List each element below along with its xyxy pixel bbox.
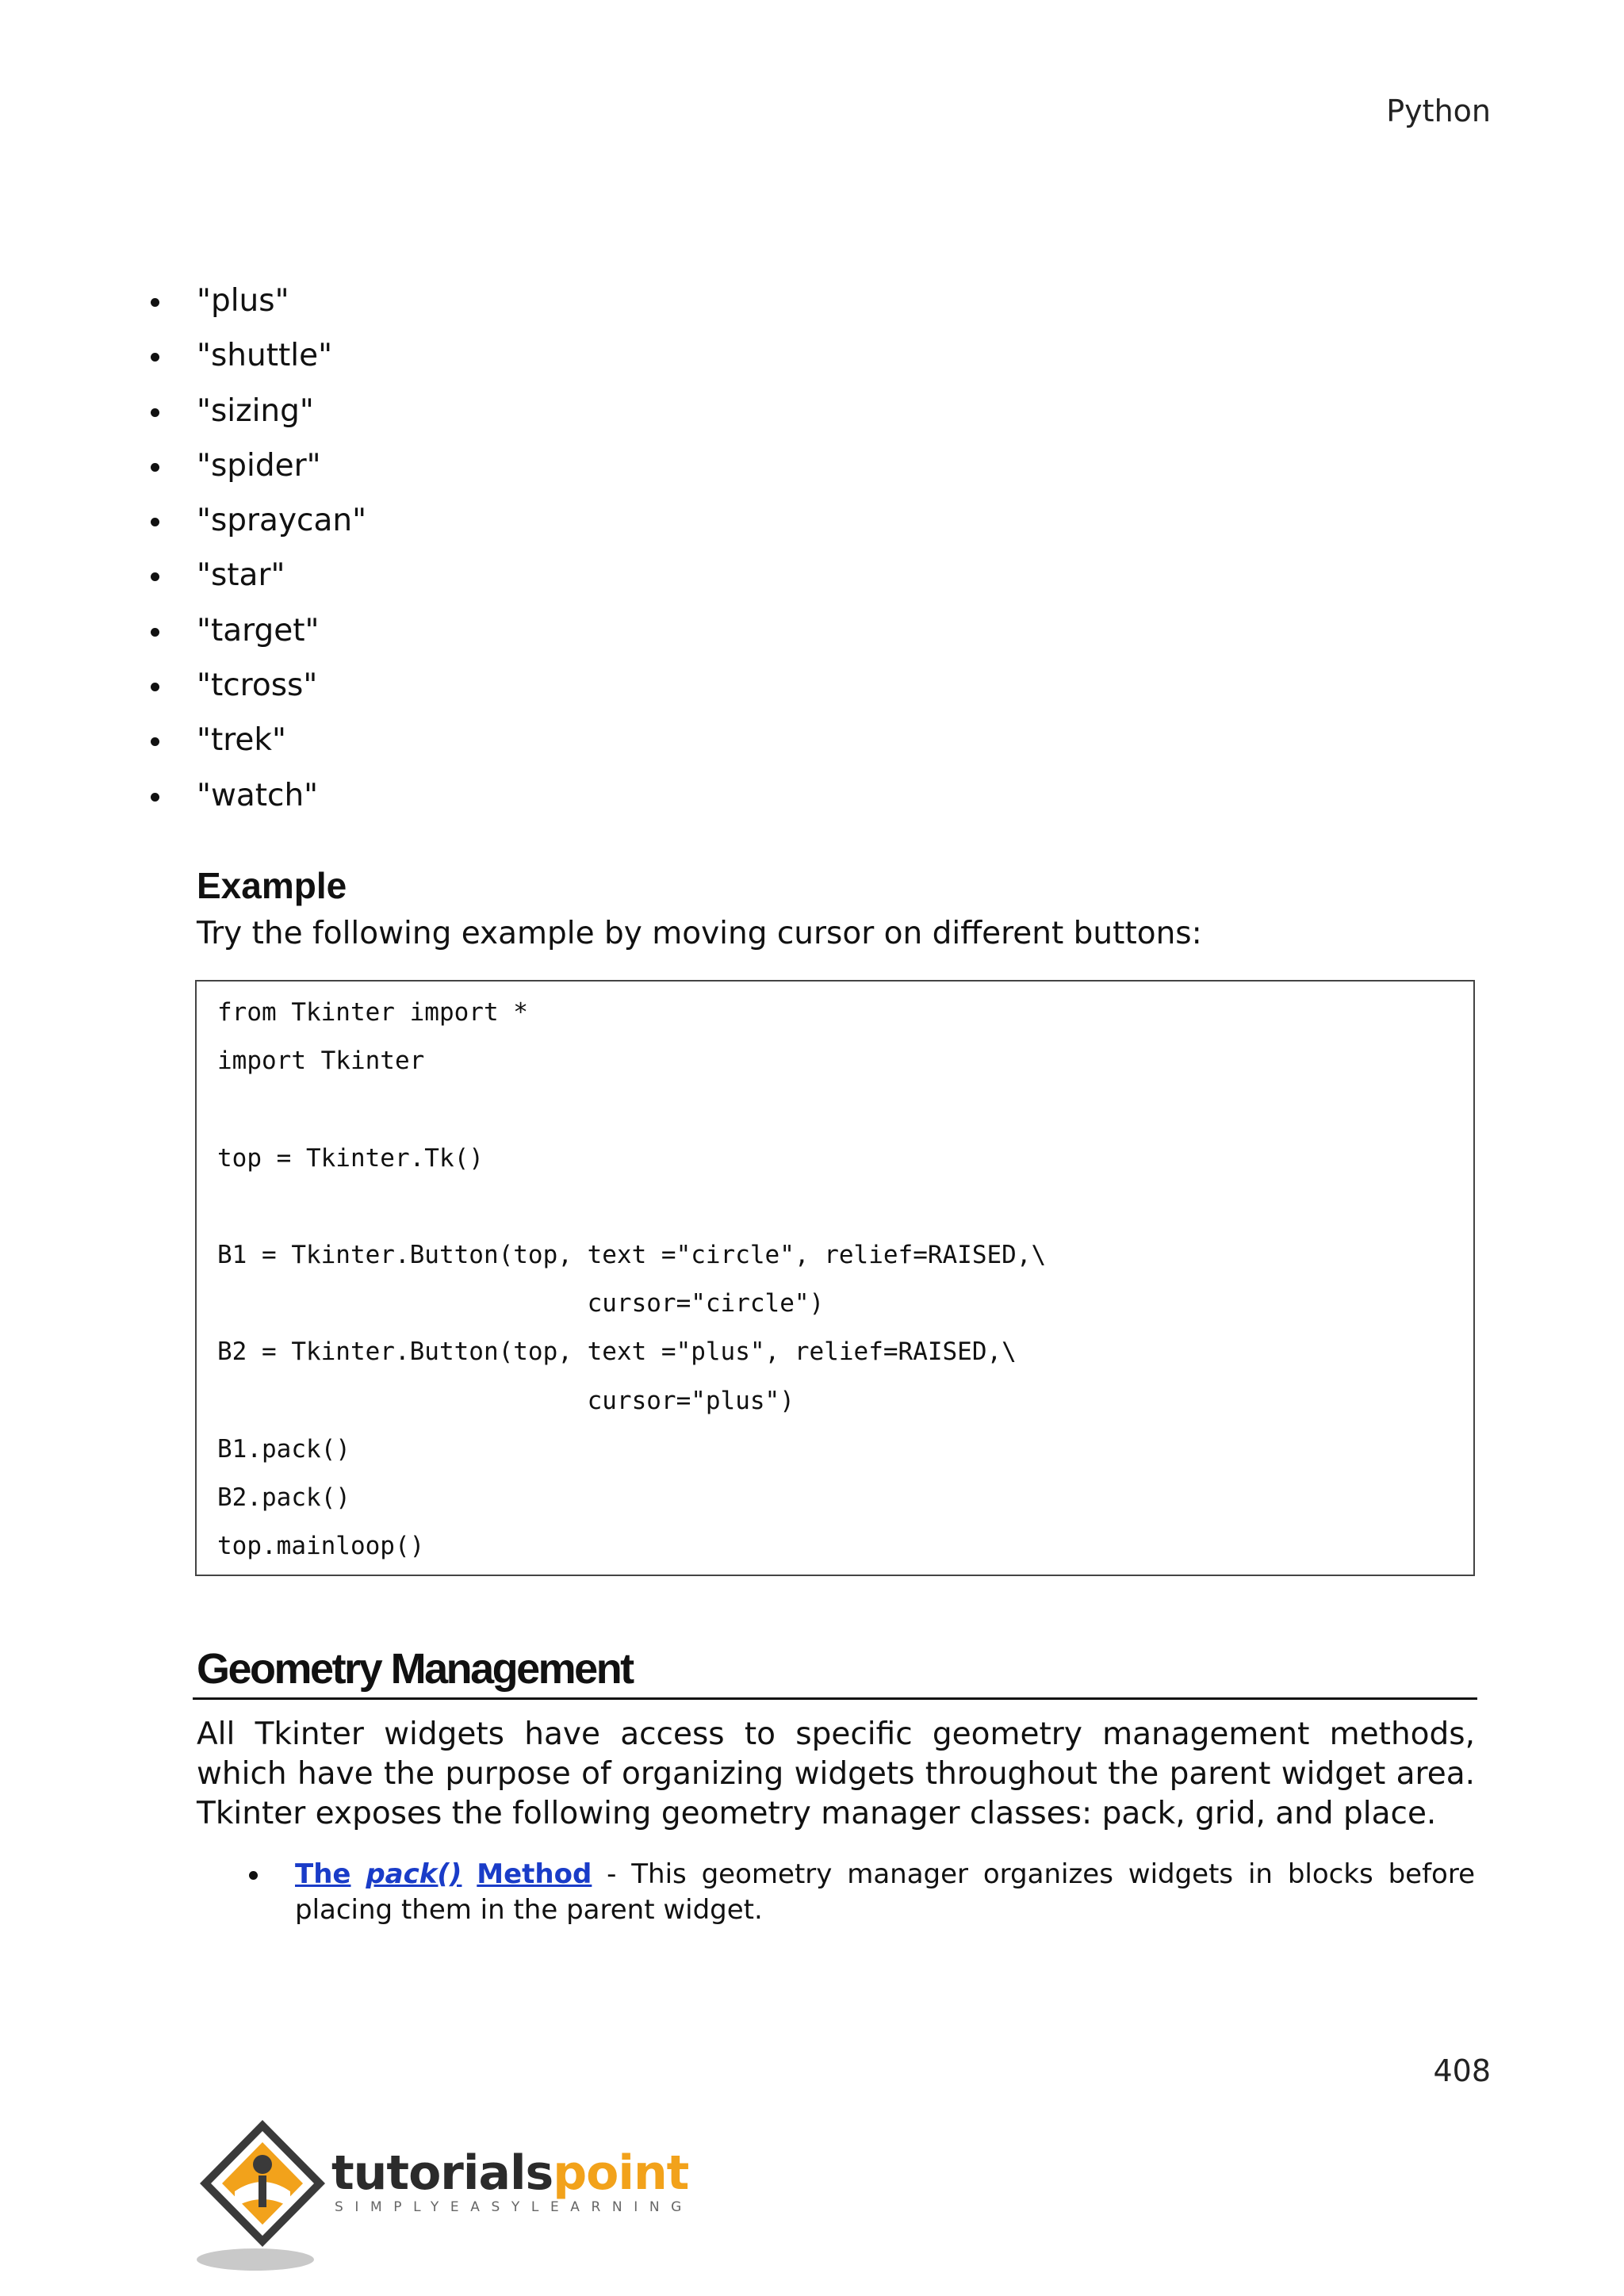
example-heading: Example xyxy=(197,865,347,906)
code-line: B2.pack() xyxy=(217,1483,350,1512)
running-header: Python xyxy=(1386,94,1491,128)
section-paragraph: All Tkinter widgets have access to specific geometry management methods, which have the purpose of organizing widgets throughout the parent widget area. Tkinter exposes the following geometry manager classes: pack, grid, and place. xyxy=(197,1716,1475,1831)
list-item: "shuttle" xyxy=(98,336,366,391)
logo-wordmark: tutorialspoint xyxy=(331,2145,689,2201)
code-line: top = Tkinter.Tk() xyxy=(217,1143,484,1173)
list-item: "spraycan" xyxy=(98,501,366,556)
code-line xyxy=(217,1092,1473,1140)
list-item: "plus" xyxy=(98,281,366,336)
page-number: 408 xyxy=(1433,2053,1491,2088)
list-item: "star" xyxy=(98,556,366,610)
code-line: import Tkinter xyxy=(217,1047,425,1076)
list-item: "tcross" xyxy=(98,666,366,721)
example-intro: Try the following example by moving cursor on different buttons: xyxy=(197,916,1202,951)
code-line: from Tkinter import * xyxy=(217,998,528,1027)
bullet-dot xyxy=(249,1871,258,1880)
list-item: "watch" xyxy=(98,776,366,831)
code-line: B1 = Tkinter.Button(top, text ="circle", relief=RAISED,\ xyxy=(217,1240,1047,1269)
section-heading: Geometry Management xyxy=(197,1645,633,1693)
code-line: top.mainloop() xyxy=(217,1532,425,1561)
list-item: "target" xyxy=(98,611,366,666)
heading-divider xyxy=(193,1697,1477,1700)
logo-tagline: SIMPLYEASYLEARNING xyxy=(335,2199,693,2215)
code-line xyxy=(217,1189,1473,1238)
pack-method-link-method[interactable]: Method xyxy=(477,1858,592,1890)
pack-method-link-pack[interactable]: pack() xyxy=(366,1858,462,1890)
cursor-name-list xyxy=(197,281,366,831)
code-line: B2 = Tkinter.Button(top, text ="plus", relief=RAISED,\ xyxy=(217,1337,1017,1367)
pack-method-link-the[interactable]: The xyxy=(295,1858,351,1890)
pack-method-item xyxy=(295,1857,1475,1928)
code-line: cursor="plus") xyxy=(217,1386,795,1415)
code-block xyxy=(195,980,1475,1576)
code-line: B1.pack() xyxy=(217,1434,350,1464)
tutorialspoint-logo-icon xyxy=(195,2115,330,2277)
list-item: "trek" xyxy=(98,721,366,775)
list-item: "sizing" xyxy=(98,392,366,446)
pack-method-description: - This geometry manager organizes widgets in blocks before placing them in the parent widget. xyxy=(295,1858,1475,1926)
code-line: cursor="circle") xyxy=(217,1289,825,1318)
list-item: "spider" xyxy=(98,446,366,501)
